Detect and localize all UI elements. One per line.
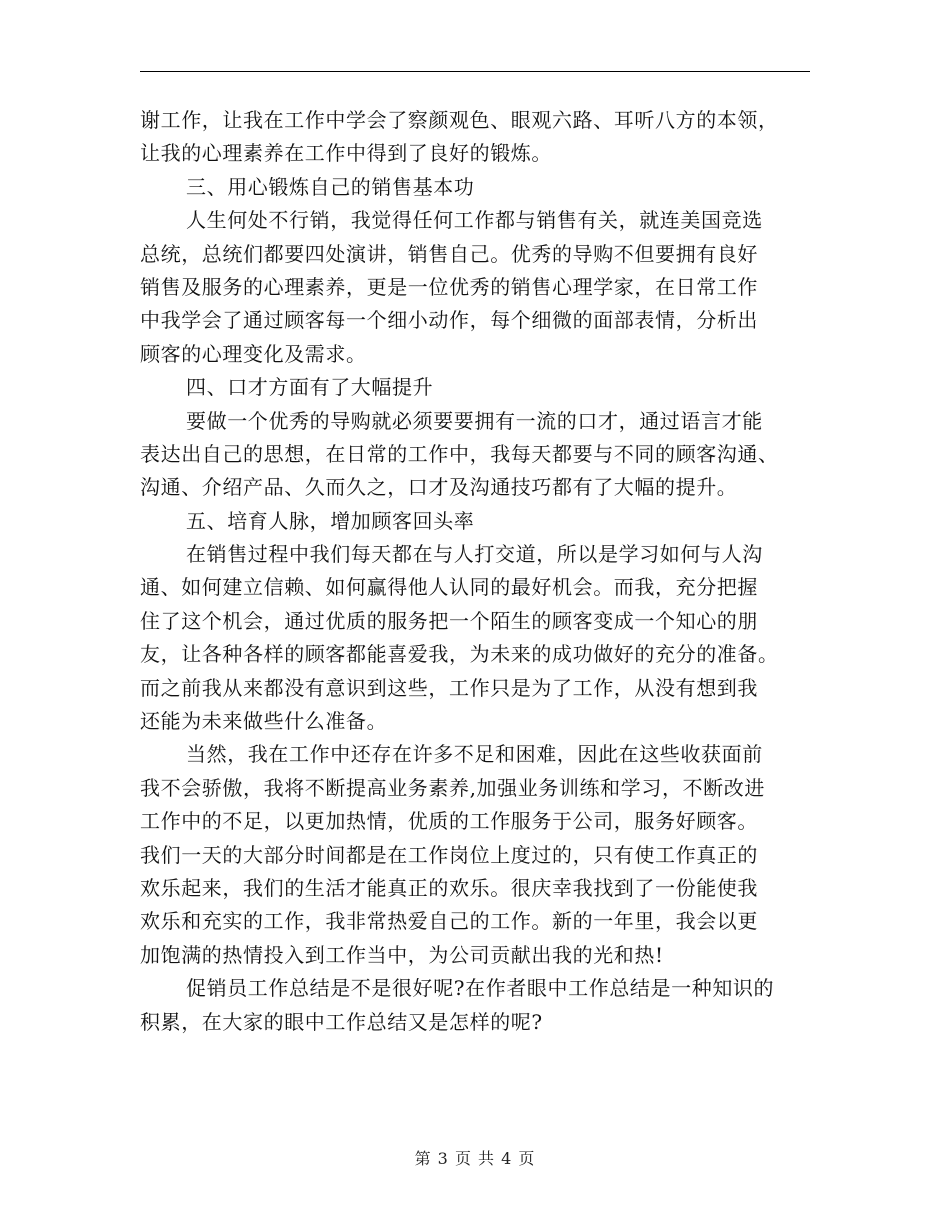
text-line: 四、口才方面有了大幅提升 bbox=[186, 375, 434, 400]
text-line: 加饱满的热情投入到工作当中，为公司贡献出我的光和热! bbox=[140, 942, 664, 967]
text-line: 我不会骄傲，我将不断提高业务素养,加强业务训练和学习，不断改进 bbox=[140, 775, 765, 800]
text-line: 中我学会了通过顾客每一个细小动作，每个细微的面部表情，分析出 bbox=[140, 308, 758, 333]
text-line: 让我的心理素养在工作中得到了良好的锻炼。 bbox=[140, 141, 552, 166]
text-line: 通、如何建立信赖、如何赢得他人认同的最好机会。而我，充分把握 bbox=[140, 575, 758, 600]
text-line: 顾客的心理变化及需求。 bbox=[140, 341, 367, 366]
text-line: 销售及服务的心理素养，更是一位优秀的销售心理学家，在日常工作 bbox=[140, 274, 758, 299]
text-line: 五、培育人脉，增加顾客回头率 bbox=[186, 508, 475, 533]
text-line: 住了这个机会，通过优质的服务把一个陌生的顾客变成一个知心的朋 bbox=[140, 608, 758, 633]
text-line: 促销员工作总结是不是很好呢?在作者眼中工作总结是一种知识的 bbox=[186, 976, 775, 1001]
text-line: 欢乐起来，我们的生活才能真正的欢乐。很庆幸我找到了一份能使我 bbox=[140, 875, 758, 900]
text-line: 人生何处不行销，我觉得任何工作都与销售有关，就连美国竞选 bbox=[186, 208, 763, 233]
text-line: 谢工作，让我在工作中学会了察颜观色、眼观六路、耳听八方的本领， bbox=[140, 108, 779, 132]
text-line: 工作中的不足，以更加热情，优质的工作服务于公司，服务好顾客。 bbox=[140, 809, 758, 834]
text-line: 积累，在大家的眼中工作总结又是怎样的呢? bbox=[140, 1009, 543, 1034]
header-rule bbox=[140, 71, 810, 72]
text-line: 当然，我在工作中还存在许多不足和困难，因此在这些收获面前 bbox=[186, 742, 763, 767]
document-body bbox=[140, 104, 810, 1039]
page-footer: 第 3 页 共 4 页 bbox=[414, 1149, 536, 1168]
text-line: 欢乐和充实的工作，我非常热爱自己的工作。新的一年里，我会以更 bbox=[140, 909, 758, 934]
text-line: 我们一天的大部分时间都是在工作岗位上度过的，只有使工作真正的 bbox=[140, 842, 758, 867]
text-line: 三、用心锻炼自己的销售基本功 bbox=[186, 174, 475, 199]
text-line: 友，让各种各样的顾客都能喜爱我，为未来的成功做好的充分的准备。 bbox=[140, 642, 779, 667]
text-line: 总统，总统们都要四处演讲，销售自己。优秀的导购不但要拥有良好 bbox=[140, 241, 758, 266]
text-line: 表达出自己的思想，在日常的工作中，我每天都要与不同的顾客沟通、 bbox=[140, 441, 779, 466]
text-line: 还能为未来做些什么准备。 bbox=[140, 709, 388, 734]
text-line: 沟通、介绍产品、久而久之，口才及沟通技巧都有了大幅的提升。 bbox=[140, 475, 738, 500]
text-line: 在销售过程中我们每天都在与人打交道，所以是学习如何与人沟 bbox=[186, 542, 763, 567]
text-line: 要做一个优秀的导购就必须要要拥有一流的口才，通过语言才能 bbox=[186, 408, 763, 433]
text-line: 而之前我从来都没有意识到这些，工作只是为了工作，从没有想到我 bbox=[140, 675, 758, 700]
